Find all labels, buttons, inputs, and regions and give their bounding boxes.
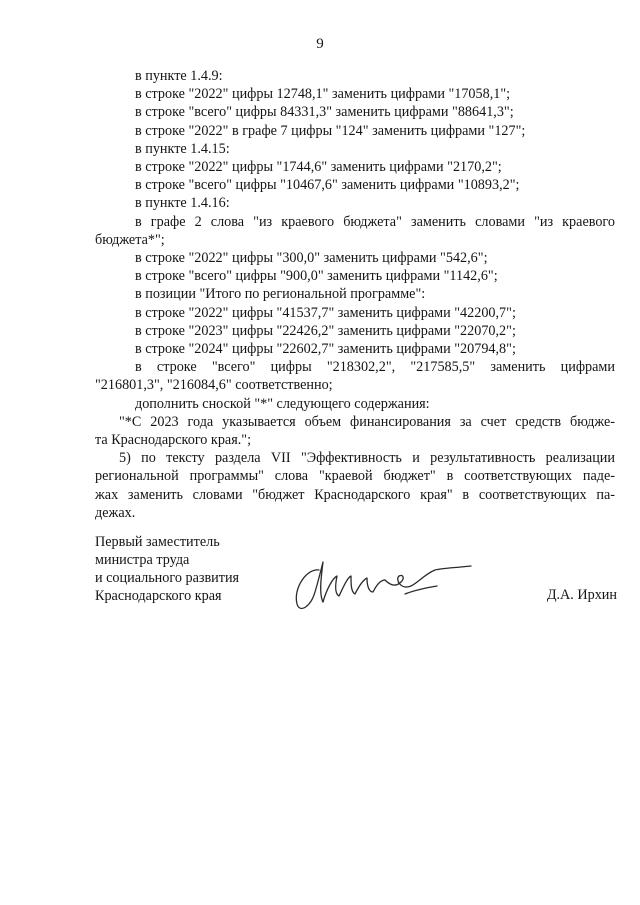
text-line: региональной программы" слова "краевой бюджет" в соответствующих паде- — [95, 468, 615, 485]
text-line: в строке "2022" цифры "41537,7" заменить цифрами "42200,7"; — [135, 304, 516, 321]
text-line: в строке "2022" цифры "300,0" заменить цифрами "542,6"; — [135, 250, 488, 267]
text-line: дежах. — [95, 504, 136, 521]
position-line: Краснодарского края — [95, 588, 222, 604]
text-line: в строке "2023" цифры "22426,2" заменить цифрами "22070,2"; — [135, 322, 516, 339]
text-line: в пункте 1.4.9: — [135, 68, 223, 84]
position-line: и социального развития — [95, 570, 240, 586]
text-line: та Краснодарского края."; — [95, 432, 252, 449]
text-line: дополнить сноской "*" следующего содержания: — [135, 395, 430, 412]
text-line: "*С 2023 года указывается объем финансирования за счет средств бюдже- — [119, 413, 615, 430]
position-line: министра труда — [95, 552, 190, 568]
document-body — [95, 67, 615, 522]
text-line: 5) по тексту раздела VII "Эффективность и результативность реализации — [119, 450, 615, 467]
text-line: в строке "всего" цифры "218302,2", "217585,5" заменить цифрами — [135, 359, 615, 376]
page-number: 9 — [316, 36, 324, 52]
text-line: в пункте 1.4.15: — [135, 140, 230, 157]
position-line: Первый заместитель — [95, 534, 220, 550]
text-line: "216801,3", "216084,6" соответственно; — [95, 377, 333, 394]
signer-name: Д.А. Ирхин — [546, 587, 617, 603]
text-line: в позиции "Итого по региональной программе": — [135, 286, 426, 303]
text-line: в строке "2024" цифры "22602,7" заменить цифрами "20794,8"; — [135, 341, 516, 358]
text-line: в строке "2022" в графе 7 цифры "124" заменить цифрами "127"; — [135, 122, 526, 139]
text-line: в строке "2022" цифры 12748,1" заменить цифрами "17058,1"; — [135, 86, 511, 103]
text-line: в графе 2 слова "из краевого бюджета" заменить словами "из краевого — [135, 213, 615, 230]
text-line: жах заменить словами "бюджет Краснодарского края" в соответствующих па- — [95, 486, 615, 503]
text-line: в строке "всего" цифры "10467,6" заменить цифрами "10893,2"; — [135, 177, 520, 194]
text-line: в строке "всего" цифры 84331,3" заменить цифрами "88641,3"; — [135, 104, 514, 121]
handwritten-signature — [285, 548, 485, 618]
text-line: бюджета*"; — [95, 231, 165, 248]
text-line: в пункте 1.4.16: — [135, 195, 230, 212]
text-line: в строке "2022" цифры "1744,6" заменить цифрами "2170,2"; — [135, 159, 502, 176]
text-line: в строке "всего" цифры "900,0" заменить цифрами "1142,6"; — [135, 268, 498, 285]
